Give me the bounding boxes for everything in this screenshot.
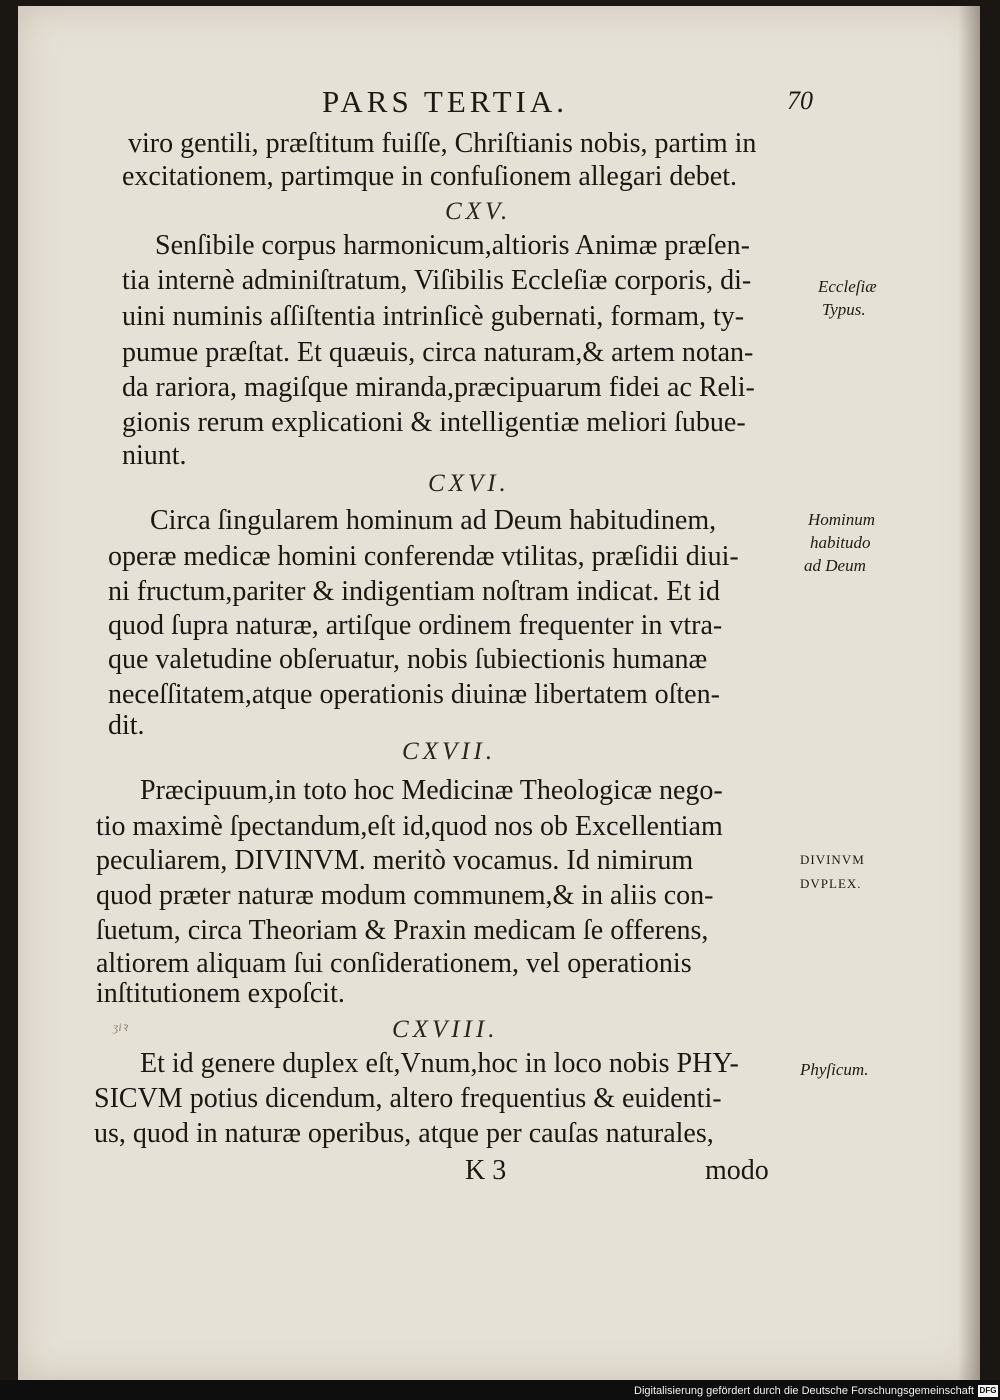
text-line: ſuetum, circa Theoriam & Praxin medicam ſe offerens, (96, 915, 709, 946)
digitization-credit: Digitalisierung gefördert durch die Deutsche Forschungsgemeinschaft (634, 1385, 974, 1397)
section-heading: CXVIII. (392, 1016, 499, 1043)
text-line: Et id genere duplex eſt,Vnum,hoc in loco nobis PHY- (140, 1048, 739, 1079)
text-line: quod præter naturæ modum communem,& in aliis con- (96, 880, 714, 911)
text-line: operæ medicæ homini conferendæ vtilitas, præſidii diui- (108, 541, 739, 572)
text-line: Circa ſingularem hominum ad Deum habitudinem, (150, 505, 717, 536)
text-line: tio maximè ſpectandum,eſt id,quod nos ob Excellentiam (96, 811, 723, 842)
dfg-logo-icon: DFG (979, 1386, 997, 1395)
marginal-note: Phyſicum. (800, 1060, 869, 1079)
text-line: gionis rerum explicationi & intelligentiæ meliori ſubue- (122, 407, 746, 438)
marginal-note: DVPLEX. (800, 876, 862, 891)
page-number: 70 (787, 86, 813, 115)
text-line: niunt. (122, 440, 187, 471)
marginal-note: habitudo (810, 533, 871, 552)
marginal-note: ad Deum (804, 556, 866, 575)
text-line: quod ſupra naturæ, artiſque ordinem frequenter in vtra- (108, 610, 723, 641)
text-line: da rariora, magiſque miranda,præcipuarum fidei ac Reli- (122, 372, 755, 403)
text-line: SICVM potius dicendum, altero frequentius & euidenti- (94, 1083, 722, 1114)
section-heading: CXVI. (428, 470, 510, 497)
text-line: neceſſitatem,atque operationis diuinæ libertatem oſten- (108, 679, 720, 710)
text-line: viro gentili, præſtitum fuiſſe, Chriſtianis nobis, partim in (128, 128, 757, 159)
text-line: uini numinis aſſiſtentia intrinſicè gubernati, formam, ty- (122, 301, 745, 332)
section-heading: CXVII. (402, 738, 497, 765)
text-line: peculiarem, DIVINVM. meritò vocamus. Id nimirum (96, 845, 694, 876)
marginal-note: Typus. (822, 300, 866, 319)
running-head: PARS TERTIA. (322, 84, 568, 119)
text-line: Senſibile corpus harmonicum,altioris Animæ præſen- (155, 230, 750, 261)
text-line: altiorem aliquam ſui conſiderationem, vel operationis (96, 948, 692, 979)
text-line: tia internè adminiſtratum, Viſibilis Eccleſiæ corporis, di- (122, 265, 752, 296)
text-line: ni fructum,pariter & indigentiam noſtram indicat. Et id (108, 576, 720, 607)
marginal-note: Eccleſiæ (818, 277, 877, 296)
text-line: que valetudine obſeruatur, nobis ſubiectionis humanæ (108, 644, 708, 675)
text-line: Præcipuum,in toto hoc Medicinæ Theologicæ nego- (140, 775, 723, 806)
page-shadow (958, 6, 980, 1380)
marginal-note: DIVINVM (800, 852, 865, 867)
text-line: pumue præſtat. Et quæuis, circa naturam,& artem notan- (122, 337, 754, 368)
signature-mark: K 3 (465, 1155, 507, 1186)
section-heading: CXV. (445, 198, 512, 225)
text-line: excitationem, partimque in confuſionem allegari debet. (122, 161, 738, 192)
text-line: dit. (108, 710, 145, 741)
bleed-through-mark: ʒiꝛ (113, 1020, 128, 1034)
marginal-note: Hominum (808, 510, 876, 529)
catchword: modo (705, 1155, 769, 1186)
text-line: inſtitutionem expoſcit. (96, 978, 345, 1009)
text-line: us, quod in naturæ operibus, atque per cauſas naturales, (94, 1118, 714, 1149)
digitization-footer (0, 1380, 1000, 1400)
